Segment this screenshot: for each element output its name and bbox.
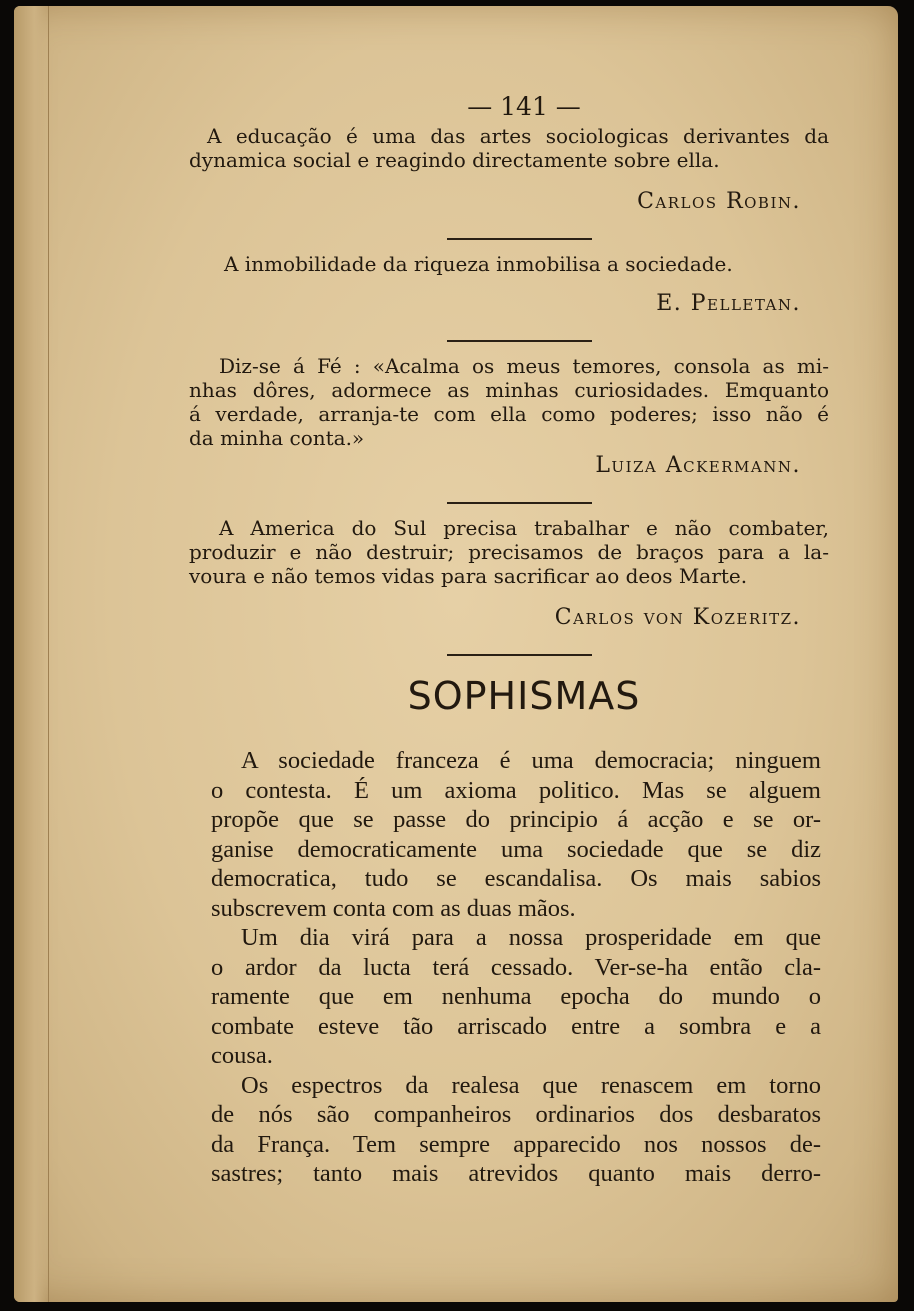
body-line: democratica, tudo se escandalisa. Os mais sabios [211,865,821,892]
quote-block [189,516,829,632]
book-page [14,6,898,1302]
section-title: SOPHISMAS [407,674,641,718]
quote-line: dynamica social e reagindo directamente sobre ella. [189,148,720,172]
section-body [211,746,821,1189]
quote-line: A inmobilidade da riqueza inmobilisa a sociedade. [224,252,733,276]
page-binding-edge [14,6,49,1302]
quote-text [189,124,829,172]
body-line: da França. Tem sempre apparecido nos nossos de- [211,1130,821,1158]
quote-line: A America do Sul precisa trabalhar e não combater, [219,516,829,540]
separator-rule [447,502,592,504]
quote-block [189,354,829,480]
body-line: propõe que se passe do principio á acção e se or- [211,806,821,833]
quote-author: Luiza Ackermann. [595,453,801,478]
quote-text [189,252,829,276]
body-line: Um dia virá para a nossa prosperidade em que [241,924,821,951]
body-line: A sociedade franceza é uma democracia; ninguem [241,747,821,774]
separator-rule [447,238,592,240]
body-paragraph [211,746,821,923]
quote-author: Carlos Robin. [637,189,801,214]
quote-line: produzir e não destruir; precisamos de braços para a la- [189,540,829,564]
page-content [189,92,829,1189]
quote-text [189,354,829,450]
body-line: cousa. [211,1042,273,1069]
quote-line: voura e não temos vidas para sacrificar ao deos Marte. [189,564,748,588]
quote-line: á verdade, arranja-te com ella como poderes; isso não é [189,402,829,426]
body-line: combate esteve tão arriscado entre a sombra e a [211,1012,821,1040]
quote-line: da minha conta.» [189,426,365,450]
quote-line: A educação é uma das artes sociologicas derivantes da [207,124,829,148]
quote-author: Carlos von Kozeritz. [554,605,801,630]
body-line: Os espectros da realesa que renascem em torno [241,1071,821,1099]
body-paragraph [211,1071,821,1189]
quote-line: Diz-se á Fé : «Acalma os meus temores, consola as mi- [219,354,829,378]
body-line: ramente que em nenhuma epocha do mundo o [211,983,821,1010]
body-line: de nós são companheiros ordinarios dos desbaratos [211,1101,821,1128]
body-paragraph [211,923,821,1071]
quote-text [189,516,829,588]
body-line: o ardor da lucta terá cessado. Ver-se-ha então cla- [211,953,821,981]
body-line: sastres; tanto mais atrevidos quanto mais derro- [211,1160,821,1187]
body-line: o contesta. É um axioma politico. Mas se alguem [211,776,821,804]
body-line: ganise democraticamente uma sociedade que se diz [211,835,821,863]
body-line: subscrevem conta com as duas mãos. [211,894,576,922]
quote-author: E. Pelletan. [656,291,801,316]
separator-rule [447,654,592,656]
quote-line: nhas dôres, adormece as minhas curiosidades. Emquanto [189,378,829,402]
quote-block [189,252,829,318]
separator-rule [447,340,592,342]
page-number: — 141 — [467,92,581,121]
quote-block [189,124,829,216]
